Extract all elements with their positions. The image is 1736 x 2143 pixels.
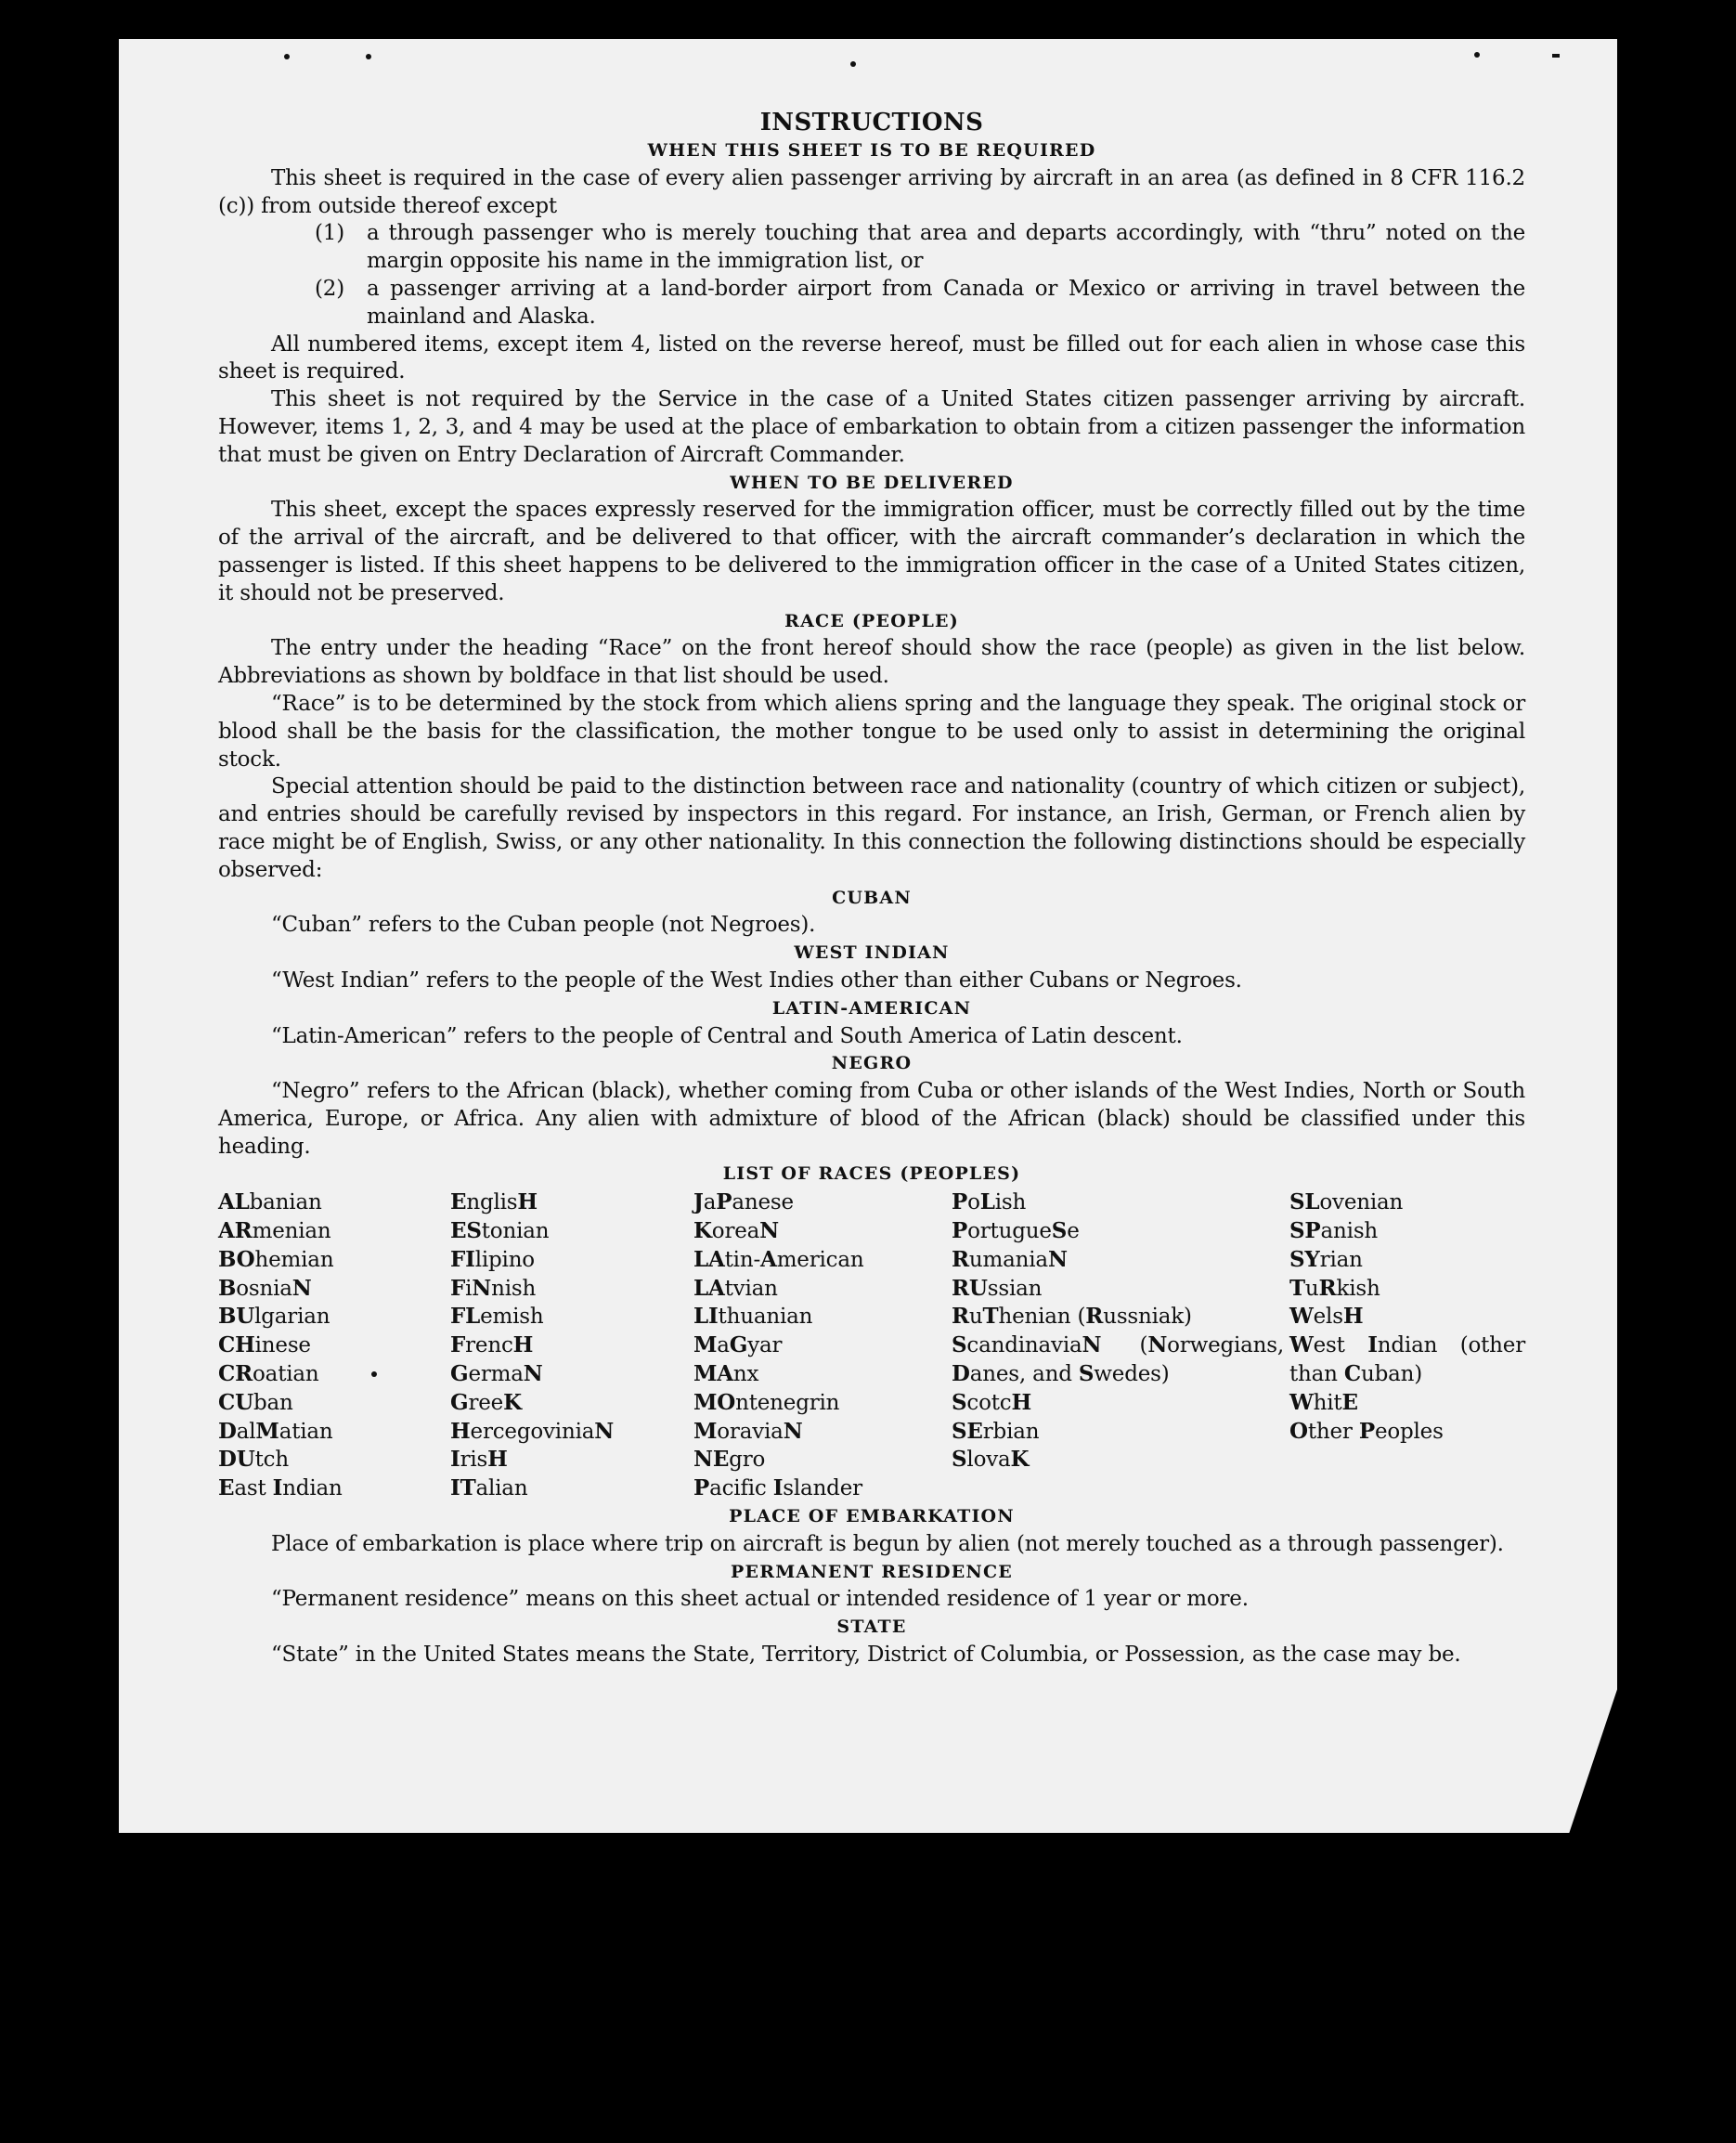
race-entry: ScotcH [952,1389,1032,1415]
race-entry: LAtvian [693,1275,778,1301]
race-entry: CUban [218,1389,293,1415]
speck-mark [284,54,290,59]
race-entry: MaGyar [693,1332,783,1358]
race-entry: PoLish [952,1189,1027,1215]
race-entry: SYrian [1289,1246,1363,1272]
delivered-text: This sheet, except the spaces expressly reserved for the immigration officer, must be correctly filled out by the time of the arrival of the aircraft, and be delivered to that officer, with the aircraft commander’s declaration in which the passenger is listed. If this sheet happens to be delivered to the immigration officer in the case of a United States citizen, it should not be preserved. [218,498,1525,605]
state-text: “State” in the United States means the State, Territory, District of Columbia, or Possession, as the case may be. [271,1643,1461,1668]
section-heading-race: RACE (PEOPLE) [784,610,959,631]
race-entry: GermaN [450,1361,543,1387]
race-para-2: “Race” is to be determined by the stock from which aliens spring and the language they speak. The original stock or blood shall be the basis for the classification, the mother tongue to be used only to assist in determining the original stock. [218,691,1525,772]
section-heading-latin-american: LATIN-AMERICAN [771,997,972,1019]
race-entry: EStonian [450,1218,550,1244]
section-heading-cuban: CUBAN [832,887,912,908]
section-heading-required: WHEN THIS SHEET IS TO BE REQUIRED [647,140,1096,161]
race-entry: SLovenian [1289,1189,1404,1215]
exception-text: a passenger arriving at a land-border airport from Canada or Mexico or arriving in travel between the mainland and Alaska. [367,276,1525,329]
exception-number: (1) [315,221,344,246]
latin-american-text: “Latin-American” refers to the people of Central and South America of Latin descent. [271,1023,1183,1048]
race-entry: WhitE [1289,1389,1358,1415]
races-column-1 [218,1188,450,1503]
exception-item-1 [218,220,1525,276]
race-entry: RUssian [952,1275,1043,1301]
required-para-3: This sheet is not required by the Service in the case of a United States citizen passenger arriving by aircraft. However, items 1, 2, 3, and 4 may be used at the place of embarkation to obtain from a citizen passenger the information that must be given on Entry Declaration of Aircraft Commander. [218,387,1525,467]
race-entry: ScandinaviaN (Norwegians, Danes, and Swedes) [952,1332,1284,1387]
required-para-2: All numbered items, except item 4, listed on the reverse hereof, must be filled out for each alien in whose case this sheet is required. [218,331,1525,384]
race-entry: DUtch [218,1447,289,1473]
race-entry: PortugueSe [952,1218,1080,1244]
race-entry: BOhemian [218,1246,334,1272]
race-entry: ITalian [450,1475,528,1501]
section-heading-embarkation: PLACE OF EMBARKATION [729,1506,1015,1527]
race-entry: LIthuanian [693,1304,813,1330]
race-entry: TuRkish [1289,1275,1380,1301]
race-entry: ARmenian [218,1218,331,1244]
race-entry: NEgro [693,1447,766,1473]
exception-text: a through passenger who is merely touching that area and departs accordingly, with “thru” noted on the margin opposite his name in the immigration list, or [367,221,1525,274]
race-para-1: The entry under the heading “Race” on the front hereof should show the race (people) as given in the list below. Abbreviations as shown by boldface in that list should be used. [218,636,1525,689]
race-entry: MoraviaN [693,1418,803,1444]
exception-number: (2) [315,276,344,301]
embarkation-text: Place of embarkation is place where trip on aircraft is begun by alien (not merely touched as a through passenger). [271,1531,1504,1556]
race-entry: Pacific Islander [693,1475,862,1501]
residence-text: “Permanent residence” means on this sheet actual or intended residence of 1 year or more. [271,1587,1249,1612]
race-entry: HercegoviniaN [450,1418,615,1444]
negro-text: “Negro” refers to the African (black), whether coming from Cuba or other islands of the West Indies, North or South America, Europe, or Africa. Any alien with admixture of blood of the African (black) should be classified under this heading. [218,1079,1525,1159]
races-list [218,1188,1525,1503]
race-para-3: Special attention should be paid to the distinction between race and nationality (country of which citizen or subject), and entries should be carefully revised by inspectors in this regard. For instance, an Irish, German, or French alien by race might be of English, Swiss, or any other nationality. In this connection the following distinctions should be especially observed: [218,774,1525,882]
section-heading-delivered: WHEN TO BE DELIVERED [730,472,1014,493]
required-intro: This sheet is required in the case of every alien passenger arriving by aircraft in an area (as defined in 8 CFR 116.2 (c)) from outside thereof except [218,165,1525,218]
race-entry: ALbanian [218,1189,322,1215]
races-column-2 [450,1188,693,1503]
race-entry: MOntenegrin [693,1389,840,1415]
race-entry: MAnx [693,1361,759,1387]
speck-mark [366,54,371,59]
speck-mark [850,61,856,67]
race-entry: CHinese [218,1332,311,1358]
race-entry: LAtin-American [693,1246,864,1272]
race-entry: SlovaK [952,1447,1030,1473]
race-entry: GreeK [450,1389,522,1415]
section-heading-state: STATE [836,1617,907,1638]
race-entry: FIlipino [450,1246,535,1272]
section-heading-residence: PERMANENT RESIDENCE [731,1561,1013,1582]
races-column-3 [693,1188,952,1503]
section-heading-negro: NEGRO [831,1053,913,1074]
race-entry: JaPanese [693,1189,794,1215]
race-entry: FrencH [450,1332,534,1358]
race-entry: CRoatian [218,1361,319,1387]
race-entry: RuThenian (Russniak) [952,1304,1192,1330]
race-entry: BUlgarian [218,1304,330,1330]
section-heading-west-indian: WEST INDIAN [794,942,950,964]
race-entry: EnglisH [450,1189,538,1215]
races-column-5 [1289,1188,1525,1503]
exception-item-2 [218,276,1525,331]
race-entry: SErbian [952,1418,1040,1444]
race-entry: DalMatian [218,1418,333,1444]
cuban-text: “Cuban” refers to the Cuban people (not Negroes). [271,913,816,938]
race-entry: East Indian [218,1475,343,1501]
page-title: INSTRUCTIONS [759,109,984,136]
races-column-4 [952,1188,1289,1503]
race-entry: IrisH [450,1447,508,1473]
race-entry: RumaniaN [952,1246,1068,1272]
race-entry: Other Peoples [1289,1418,1444,1444]
west-indian-text: “West Indian” refers to the people of the West Indies other than either Cubans or Negroes. [271,968,1242,993]
race-entry: West Indian (other than Cuban) [1289,1332,1525,1387]
race-entry: KoreaN [693,1218,779,1244]
edge-speck-mark [1552,54,1560,58]
race-entry: FiNnish [450,1275,537,1301]
document-content [218,108,1525,1669]
section-heading-races-list: LIST OF RACES (PEOPLES) [722,1163,1021,1185]
race-entry: WelsH [1289,1304,1364,1330]
speck-mark [1474,52,1480,58]
race-entry: SPanish [1289,1218,1379,1244]
race-entry: FLemish [450,1304,544,1330]
race-entry: BosniaN [218,1275,312,1301]
